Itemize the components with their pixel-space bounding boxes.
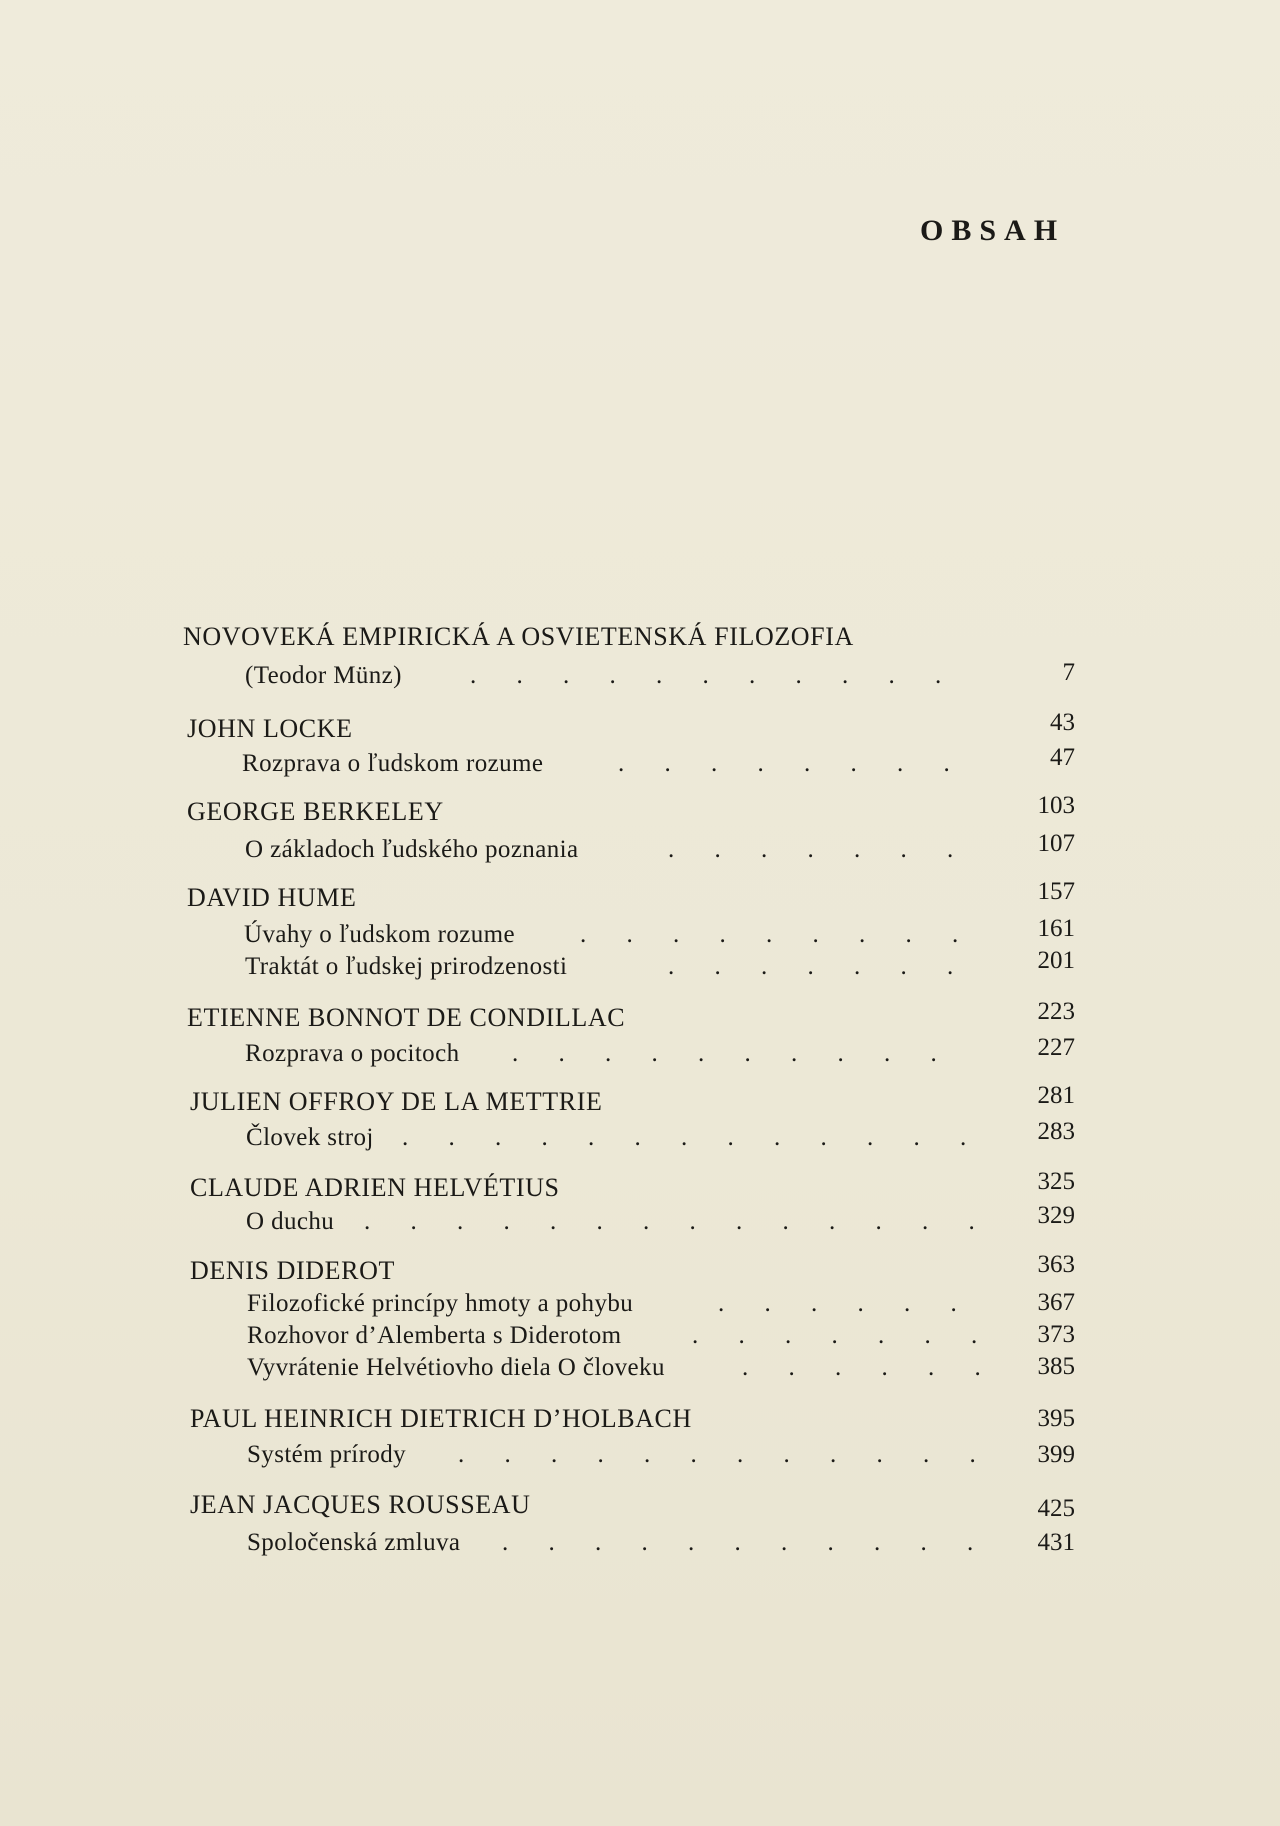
dot-leader: . . . . . . . . . . . (470, 662, 959, 689)
toc-page-number: 223 (1037, 998, 1075, 1025)
toc-subentry-title: (Teodor Münz) (245, 662, 402, 689)
toc-page-number: 103 (1037, 792, 1075, 819)
toc-page-number: 431 (1037, 1529, 1075, 1556)
toc-subentry-title: Systém prírody (247, 1441, 407, 1468)
dot-leader: . . . . . . (718, 1290, 974, 1317)
toc-section-title: NOVOVEKÁ EMPIRICKÁ A OSVIETENSKÁ FILOZOFIA (183, 622, 854, 651)
toc-section-title: CLAUDE ADRIEN HELVÉTIUS (190, 1173, 560, 1202)
dot-leader: . . . . . . . . . . . . (458, 1441, 993, 1468)
toc-page-number: 201 (1037, 947, 1075, 974)
dot-leader: . . . . . . . . . . (512, 1040, 954, 1067)
toc-page-number: 367 (1037, 1289, 1075, 1316)
toc-section-title: GEORGE BERKELEY (187, 797, 444, 826)
toc-heading: OBSAH (920, 214, 1066, 247)
toc-page-number: 107 (1037, 830, 1075, 857)
toc-page-number: 47 (1050, 744, 1075, 771)
toc-subentry-title: Vyvrátenie Helvétiovho diela O človeku (247, 1354, 665, 1381)
toc-subentry-title: Traktát o ľudskej prirodzenosti (245, 953, 568, 980)
toc-subentry-title: Rozhovor d’Alemberta s Diderotom (247, 1322, 622, 1349)
dot-leader: . . . . . . . . . . . . . (402, 1124, 984, 1151)
toc-page-number: 161 (1037, 915, 1075, 942)
toc-page-number: 385 (1037, 1353, 1075, 1380)
toc-page-number: 283 (1037, 1118, 1075, 1145)
toc-page-number: 43 (1050, 709, 1075, 736)
toc-section-title: ETIENNE BONNOT DE CONDILLAC (187, 1003, 626, 1032)
dot-leader: . . . . . . (742, 1354, 998, 1381)
toc-section-title: DENIS DIDEROT (190, 1256, 395, 1285)
toc-page-number: 399 (1037, 1441, 1075, 1468)
toc-subentry-title: Filozofické princípy hmoty a pohybu (247, 1290, 634, 1317)
toc-page-number: 281 (1037, 1082, 1075, 1109)
dot-leader: . . . . . . . (668, 953, 971, 980)
dot-leader: . . . . . . . . . . . (502, 1529, 991, 1556)
toc-page-number: 157 (1037, 878, 1075, 905)
toc-section-title: JEAN JACQUES ROUSSEAU (190, 1490, 531, 1519)
toc-page-number: 227 (1037, 1034, 1075, 1061)
dot-leader: . . . . . . . . (618, 750, 967, 777)
toc-subentry-title: O základoch ľudského poznania (245, 836, 579, 863)
toc-page-number: 363 (1037, 1251, 1075, 1278)
toc-subentry-title: Rozprava o ľudskom rozume (242, 750, 544, 777)
toc-subentry-title: Rozprava o pocitoch (245, 1040, 460, 1067)
toc-subentry-title: O duchu (246, 1208, 335, 1235)
dot-leader: . . . . . . . (692, 1322, 995, 1349)
toc-subentry-title: Úvahy o ľudskom rozume (244, 921, 515, 948)
dot-leader: . . . . . . . . . . . . . . (364, 1208, 992, 1235)
dot-leader: . . . . . . . (668, 836, 971, 863)
toc-page-number: 325 (1037, 1168, 1075, 1195)
toc-page-number: 395 (1037, 1405, 1075, 1432)
toc-subentry-title: Spoločenská zmluva (247, 1529, 461, 1556)
toc-page-number: 329 (1037, 1202, 1075, 1229)
toc-section-title: PAUL HEINRICH DIETRICH D’HOLBACH (190, 1404, 692, 1433)
toc-page-number: 373 (1037, 1321, 1075, 1348)
toc-page-number: 425 (1037, 1495, 1075, 1522)
toc-subentry-title: Človek stroj (246, 1124, 374, 1151)
toc-section-title: DAVID HUME (187, 883, 357, 912)
dot-leader: . . . . . . . . . (580, 921, 976, 948)
toc-page-number: 7 (1062, 659, 1075, 686)
toc-section-title: JULIEN OFFROY DE LA METTRIE (190, 1087, 603, 1116)
toc-section-title: JOHN LOCKE (187, 714, 353, 743)
